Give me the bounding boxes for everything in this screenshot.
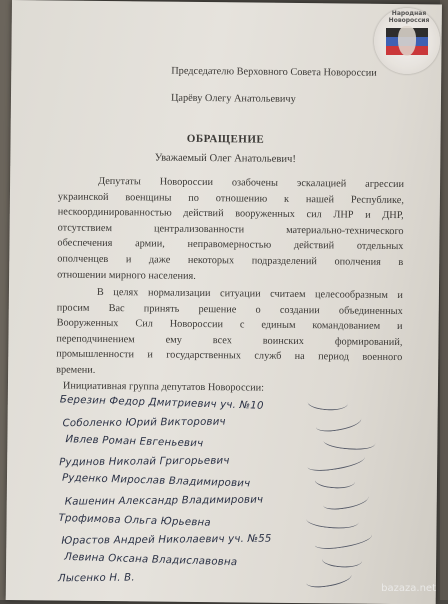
- signature-entry: Рудинов Николай Григорьевич: [59, 455, 230, 469]
- background-right-edge: [440, 0, 448, 600]
- document-title: ОБРАЩЕНИЕ: [186, 132, 265, 146]
- handwritten-signature-mark: [321, 550, 362, 569]
- signature-entry: Левина Оксана Владиславовна: [64, 551, 238, 568]
- signature-entry: Соболенко Юрий Викторович: [62, 416, 226, 429]
- appeal-paragraph-2: [56, 284, 403, 381]
- logo-text: Народная Новороссия: [388, 10, 430, 24]
- paragraph-line: ополченцев и даже некоторых подразделений ополчения в: [57, 253, 404, 269]
- signature-entry: Трофимова Ольга Юрьевна: [58, 512, 211, 529]
- watermark: bazaza.net: [381, 583, 436, 594]
- handwritten-signature-mark: [306, 510, 359, 531]
- signature-entry: Кашенин Александр Владимирович: [64, 494, 264, 508]
- eagle-emblem-icon: [398, 26, 416, 56]
- salutation: Уважаемый Олег Анатольевич!: [154, 152, 296, 165]
- signature-entry: Лысенко Н. В.: [57, 572, 135, 585]
- signatures-heading: Инициативная группа депутатов Новороссии:: [62, 380, 265, 394]
- signature-entry: Березин Федор Дмитриевич уч. №10: [59, 394, 264, 412]
- novorossia-logo: [374, 8, 440, 74]
- handwritten-signature-mark: [305, 569, 353, 590]
- document-page: [6, 0, 442, 604]
- handwritten-signature-mark: [314, 529, 373, 551]
- handwritten-signature-mark: [323, 432, 376, 453]
- addressee-line-2: Царёву Олегу Анатольевичу: [170, 92, 296, 105]
- handwritten-signature-mark: [314, 472, 355, 491]
- handwritten-signature-mark: [306, 451, 365, 473]
- paragraph-line: промышленности и государственных служб на период военного: [56, 348, 403, 364]
- signature-entry: Ивлев Роман Евгеньевич: [65, 434, 204, 450]
- appeal-paragraph-1: [57, 173, 404, 286]
- paragraph-line: нескоординированностью действий вооруженных сил ЛНР и ДНР,: [57, 206, 404, 222]
- handwritten-signature-mark: [315, 412, 363, 433]
- paragraph-line: переподчинением ему всех воинских формирований,: [56, 333, 403, 348]
- paragraph-line: времени.: [56, 364, 96, 376]
- paragraph-line: украинской военщины по отношению к нашей Республике,: [57, 191, 404, 206]
- paragraph-line: Депутаты Новороссии озабочены эскалацией агрессии: [98, 175, 405, 191]
- paragraph-line: Вооруженных Сил Новороссии с единым командованием и: [56, 317, 403, 333]
- paragraph-line: отсутствием централизованности материально-технического: [57, 222, 404, 237]
- addressee-line-1: Председателю Верховного Совета Новороссии: [171, 65, 377, 79]
- paragraph-line: отношении мирного населения.: [57, 269, 196, 282]
- handwritten-signature-mark: [307, 393, 348, 412]
- signature-entry: Руденко Мирослав Владимирович: [61, 472, 251, 490]
- paragraph-line: обеспечения армии, неправомерностью действий отдельных: [57, 237, 404, 253]
- paragraph-line: просим Вас принять решение о создании объединенных: [56, 302, 403, 317]
- paragraph-line: В целях нормализации ситуации считаем целесообразным и: [96, 286, 403, 302]
- handwritten-signature-mark: [322, 491, 370, 512]
- signature-entry: Юрастов Андрей Николаевич уч. №55: [61, 533, 272, 547]
